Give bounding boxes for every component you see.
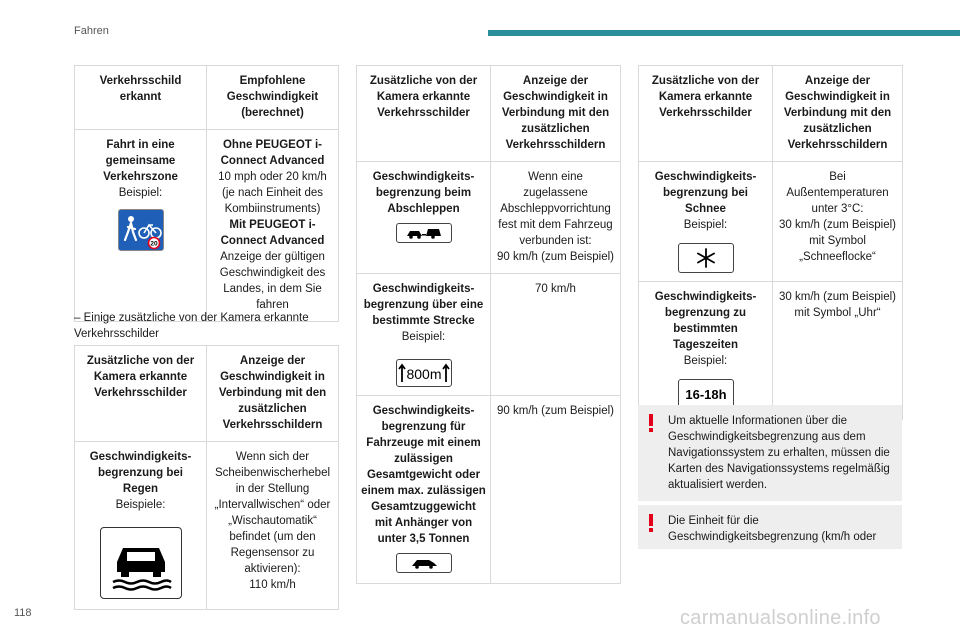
table-row (639, 162, 903, 282)
table-cell (75, 442, 207, 610)
table-row (75, 130, 339, 322)
sign-label: Geschwindigkeits-begrenzung über eine bestimmte Strecke (363, 283, 484, 327)
cell-value: 70 km/h (535, 283, 576, 295)
table-header-row (75, 346, 339, 442)
towing-icon (396, 223, 452, 243)
example-label: Beispiel: (118, 187, 163, 199)
example-label: Beispiele: (115, 499, 166, 511)
table-cell (491, 162, 621, 274)
warning-text: Um aktuelle Informationen über die Geschwindigkeitsbegrenzung aus dem Navigationssystem zu erhalten, müssen die Karten des Navigationssystems regelmäßig aktualisiert werden. (668, 415, 890, 491)
speed-table-1 (74, 65, 339, 322)
sign-label: Geschwindigkeits-begrenzung bei Regen (89, 451, 192, 495)
intro-note: – Einige zusätzliche von der Kamera erkannte Verkehrsschilder (74, 312, 309, 340)
table-header-row (75, 66, 339, 130)
cell-text: Wenn sich der Scheibenwischerhebel in der Stellung „Intervallwischen“ oder „Wischautomatik“ befindet (um den Regensensor zu aktivieren): (214, 451, 331, 575)
page-number: 118 (14, 607, 32, 619)
cell-value: 110 km/h (249, 579, 296, 591)
speed-table-3 (356, 65, 621, 584)
running-header: Fahren (74, 25, 109, 37)
warning-exclamation-icon (646, 513, 656, 533)
cell-value: 90 km/h (zum Beispiel) (497, 251, 614, 263)
distance-value: 800m (405, 366, 442, 382)
speed-table-4 (638, 65, 903, 420)
table-cell (207, 130, 339, 322)
car-sign-icon (396, 553, 452, 573)
table-cell (207, 442, 339, 610)
table-cell (357, 396, 491, 584)
sign-label: Geschwindigkeits-begrenzung zu bestimmten Tageszeiten (654, 291, 757, 351)
cell-text: Bei Außentemperaturen unter 3°C: (786, 171, 889, 215)
sign-label: Geschwindigkeits-begrenzung für Fahrzeuge mit einem zulässigen Gesamtgewicht oder einem max. zulässigen Gesamtzuggewicht mit Anhänger von unter 3,5 Tonnen (361, 405, 486, 545)
table-header-cell: Anzeige der Geschwindigkeit in Verbindung mit den zusätzlichen Verkehrsschildern (207, 346, 339, 442)
speed-limit-number: 20 (149, 240, 158, 248)
watermark: carmanualsonline.info (680, 607, 881, 629)
table-header-cell: Empfohlene Geschwindigkeit (berechnet) (207, 66, 339, 130)
table-cell (639, 162, 773, 282)
table-header-cell: Zusätzliche von der Kamera erkannte Verkehrsschilder (75, 346, 207, 442)
cell-value: 90 km/h (zum Beispiel) (497, 405, 614, 417)
table-cell (639, 282, 773, 420)
table-header-row (639, 66, 903, 162)
cell-value: 30 km/h (zum Beispiel) mit Symbol „Uhr“ (779, 291, 896, 319)
sign-label: Geschwindigkeits-begrenzung beim Abschleppen (372, 171, 475, 215)
cell-value: 30 km/h (zum Beispiel) mit Symbol „Schneeflocke“ (779, 219, 896, 263)
sign-label: Geschwindigkeits-begrenzung bei Schnee (654, 171, 757, 215)
cell-text: 10 mph oder 20 km/h (je nach Einheit des Kombiinstruments) (218, 171, 327, 215)
shared-zone-sign-icon (118, 209, 164, 251)
header-accent-bar (488, 30, 960, 36)
speed-table-2 (74, 345, 339, 610)
sub-title: Mit PEUGEOT i-Connect Advanced (220, 219, 325, 247)
example-label: Beispiel: (683, 355, 728, 367)
example-label: Beispiel: (401, 331, 446, 343)
table-header-cell: Zusätzliche von der Kamera erkannte Verkehrsschilder (357, 66, 491, 162)
table-row (75, 442, 339, 610)
table-cell (357, 274, 491, 396)
table-cell (773, 162, 903, 282)
rain-sign-icon (100, 527, 182, 599)
table-header-cell: Anzeige der Geschwindigkeit in Verbindung mit den zusätzlichen Verkehrsschildern (491, 66, 621, 162)
table-cell (773, 282, 903, 420)
sign-label: Fahrt in eine gemeinsame Verkehrszone (103, 139, 178, 183)
sub-title: Ohne PEUGEOT i-Connect Advanced (220, 139, 325, 167)
table-cell (491, 274, 621, 396)
table-row (357, 162, 621, 274)
table-header-row (357, 66, 621, 162)
time-range: 16-18h (684, 387, 727, 402)
table-cell (75, 130, 207, 322)
table-row (639, 282, 903, 420)
warning-text: Die Einheit für die Geschwindigkeitsbegrenzung (km/h oder (668, 515, 877, 543)
cell-text: Wenn eine zugelassene Abschleppvorrichtung fest mit dem Fahrzeug verbunden ist: (498, 171, 613, 247)
table-row (357, 274, 621, 396)
example-label: Beispiel: (683, 219, 728, 231)
warning-exclamation-icon (646, 413, 656, 433)
snowflake-icon (678, 243, 734, 273)
warning-box-unit (638, 505, 902, 549)
table-row (357, 396, 621, 584)
table-cell (357, 162, 491, 274)
warning-box-maps (638, 405, 902, 501)
cell-text: Anzeige der gültigen Geschwindigkeit des Landes, in dem Sie fahren (219, 251, 326, 311)
table-header-cell: Anzeige der Geschwindigkeit in Verbindung mit den zusätzlichen Verkehrsschildern (773, 66, 903, 162)
table-cell (491, 396, 621, 584)
table-header-cell: Verkehrsschild erkannt (75, 66, 207, 130)
table-header-cell: Zusätzliche von der Kamera erkannte Verkehrsschilder (639, 66, 773, 162)
distance-sign-icon (396, 359, 452, 387)
